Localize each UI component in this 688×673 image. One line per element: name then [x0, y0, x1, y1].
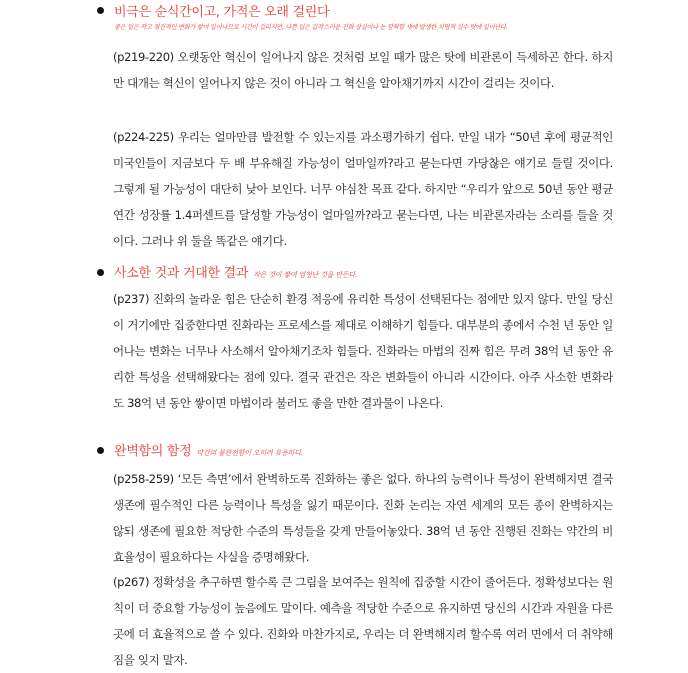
- quote-paragraph: (p224-225) 우리는 얼마만큼 발전할 수 있는지를 과소평가하기 쉽다. 만일 내가 “50년 후에 평균적인 미국인들이 지금보다 두 배 부유해질 가능성이 얼마일까?라고 묻는다면 가당찮은 얘기로 들릴 것이다. 그렇게 될 가능성이 대단히 낮아 보인다. 너무 야심찬 목표 같다. 하지만 “우리가 앞으로 50년 동안 평균 연간 성장률 1.4퍼센트를 달성할 가능성이 얼마일까?라고 묻는다면, 나는 비관론자라는 소리를 들을 것이다. 그러나 위 둘을 똑같은 얘기다.: [113, 130, 613, 248]
- section-subtitle: 좋은 일은 작고 점진적인 변화가 쌓여 일어나므로 시간이 걸리지만, 나쁜 일은 갑작스러운 진화 상실이나 눈 깜짝할 새에 발생한 치명적 실수 탓에 일어난다.: [114, 24, 508, 31]
- quote-paragraph: (p219-220) 오랫동안 혁신이 일어나지 않은 것처럼 보일 때가 많은 탓에 비관론이 득세하곤 한다. 하지만 대개는 혁신이 일어나지 않은 것이 아니라 그 혁신을 알아채기까지 시간이 걸리는 것이다.: [113, 50, 613, 90]
- bullet-icon: [97, 447, 104, 454]
- quote-paragraph: (p267) 정확성을 추구하면 할수록 큰 그림을 보여주는 원칙에 집중할 시간이 줄어든다. 정확성보다는 원칙이 더 중요할 가능성이 높음에도 말이다. 예측을 적당한 수준으로 유지하면 당신의 시간과 자원을 다른 곳에 더 효율적으로 쓸 수 있다. 진화와 마찬가지로, 우리는 더 완벽해지려 할수록 여러 면에서 더 취약해짐을 잊지 말자.: [113, 575, 613, 667]
- section-title: 완벽함의 함정: [114, 444, 192, 459]
- bullet-icon: [97, 7, 104, 14]
- section-title: 비극은 순식간이고, 가적은 오래 걸린다: [114, 5, 330, 20]
- section-subtitle: 약간의 불완전함이 오히려 유용하다.: [196, 449, 303, 457]
- bullet-icon: [97, 269, 104, 276]
- section-title: 사소한 것과 거대한 결과: [114, 266, 249, 281]
- section-heading: [114, 1, 329, 20]
- section-heading: [114, 262, 357, 281]
- section-subtitle: 작은 것이 쌓여 엄청난 것을 만든다.: [253, 271, 358, 279]
- section-heading: [114, 440, 303, 459]
- quote-paragraph: (p237) 진화의 놀라운 힘은 단순히 환경 적응에 유리한 특성이 선택된다는 점에만 있지 않다. 만일 당신이 거기에만 집중한다면 진화라는 프로세스를 제대로 이해하기 힘들다. 대부분의 종에서 수천 년 동안 일어나는 변화는 너무나 사소해서 알아채기조차 힘들다. 진화라는 마법의 진짜 힘은 무려 38억 년 동안 유리한 특성을 선택해왔다는 점에 있다. 결국 관건은 작은 변화들이 아니라 시간이다. 아주 사소한 변화라도 38억 년 동안 쌓이면 마법이라 불러도 좋을 만한 결과물이 나온다.: [113, 292, 613, 410]
- quote-paragraph: (p258-259) ‘모든 측면’에서 완벽하도록 진화하는 좋은 없다. 하나의 능력이나 특성이 완벽해지면 결국 생존에 필수적인 다른 능력이나 특성을 잃기 때문이다. 진화 논리는 자연 세계의 모든 종이 완벽하지는 않되 생존에 필요한 적당한 수준의 특성들을 갖게 만들어놓았다. 38억 년 동안 진행된 진화는 약간의 비효율성이 필요하다는 사실을 증명해왔다.: [113, 472, 613, 564]
